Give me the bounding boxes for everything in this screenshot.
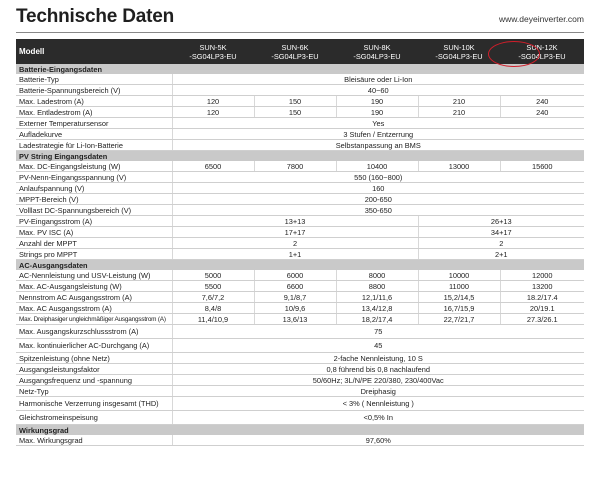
row-label: Gleichstromeinspeisung: [16, 411, 172, 425]
value-cell-span: 97,60%: [172, 435, 584, 446]
website-url[interactable]: www.deyeinverter.com: [498, 14, 584, 24]
value-cell: 15600: [500, 161, 584, 172]
table-row: [16, 314, 584, 325]
row-label: Netz-Typ: [16, 386, 172, 397]
section-title: Wirkungsgrad: [16, 425, 584, 436]
model-header-cell: SUN-8K -SG04LP3-EU: [336, 39, 418, 64]
value-cell: 5500: [172, 281, 254, 292]
value-cell-span: 200-650: [172, 194, 584, 205]
table-row: [16, 386, 584, 397]
value-cell: 7800: [254, 161, 336, 172]
value-cell: 150: [254, 96, 336, 107]
value-cell: 8800: [336, 281, 418, 292]
table-row: [16, 435, 584, 446]
row-label: Externer Temperatursensor: [16, 118, 172, 129]
value-cell: 13200: [500, 281, 584, 292]
spec-table-body: [16, 64, 584, 446]
row-label: Batterie-Spannungsbereich (V): [16, 85, 172, 96]
value-cell: 12000: [500, 270, 584, 281]
section-header-row: [16, 260, 584, 271]
value-cell: 13000: [418, 161, 500, 172]
value-cell: 190: [336, 107, 418, 118]
value-cell-span: <0,5% In: [172, 411, 584, 425]
row-label: Batterie-Typ: [16, 74, 172, 85]
table-row: [16, 303, 584, 314]
table-row: [16, 107, 584, 118]
table-row: [16, 172, 584, 183]
value-cell-group: 2: [172, 238, 418, 249]
row-label: Max. AC Ausgangsstrom (A): [16, 303, 172, 314]
value-cell: 6500: [172, 161, 254, 172]
value-cell-span: 3 Stufen / Entzerrung: [172, 129, 584, 140]
row-label: Ladestrategie für Li-Ion-Batterie: [16, 140, 172, 151]
model-header-cell: SUN-6K -SG04LP3-EU: [254, 39, 336, 64]
row-label: Ausgangsfrequenz und -spannung: [16, 375, 172, 386]
row-label: Max. Wirkungsgrad: [16, 435, 172, 446]
value-cell: 20/19.1: [500, 303, 584, 314]
value-cell-group: 26+13: [418, 216, 584, 227]
value-cell: 18,2/17,4: [336, 314, 418, 325]
row-label: Volllast DC-Spannungsbereich (V): [16, 205, 172, 216]
value-cell: 12,1/11,6: [336, 292, 418, 303]
value-cell: 10400: [336, 161, 418, 172]
row-label: Max. Dreiphasiger ungleichmäßiger Ausgangsstrom (A): [16, 314, 172, 325]
row-label: AC-Nennleistung und USV-Leistung (W): [16, 270, 172, 281]
value-cell: 10/9,6: [254, 303, 336, 314]
value-cell: 8000: [336, 270, 418, 281]
value-cell: 150: [254, 107, 336, 118]
section-header-row: [16, 151, 584, 162]
value-cell: 8,4/8: [172, 303, 254, 314]
value-cell-span: < 3% ( Nennleistung ): [172, 397, 584, 411]
row-label: Strings pro MPPT: [16, 249, 172, 260]
value-cell-span: Selbstanpassung an BMS: [172, 140, 584, 151]
value-cell-span: 2-fache Nennleistung, 10 S: [172, 353, 584, 364]
row-label: Harmonische Verzerrung insgesamt (THD): [16, 397, 172, 411]
value-cell-span: 0,8 führend bis 0,8 nachlaufend: [172, 364, 584, 375]
value-cell: 5000: [172, 270, 254, 281]
table-row: [16, 227, 584, 238]
value-cell-span: 160: [172, 183, 584, 194]
value-cell: 13,6/13: [254, 314, 336, 325]
value-cell-span: Dreiphasig: [172, 386, 584, 397]
model-column-header: Modell: [16, 39, 172, 64]
section-title: Batterie-Eingangsdaten: [16, 64, 584, 74]
value-cell: 10000: [418, 270, 500, 281]
value-cell: 240: [500, 96, 584, 107]
table-row: [16, 249, 584, 260]
value-cell: 210: [418, 96, 500, 107]
section-title: AC-Ausgangsdaten: [16, 260, 584, 271]
row-label: PV-Nenn-Eingangsspannung (V): [16, 172, 172, 183]
value-cell: 11,4/10,9: [172, 314, 254, 325]
value-cell-span: Bleisäure oder Li-Ion: [172, 74, 584, 85]
table-row: [16, 375, 584, 386]
page-title: Technische Daten: [16, 6, 174, 27]
value-cell-span: 40~60: [172, 85, 584, 96]
table-row: [16, 339, 584, 353]
row-label: PV-Eingangsstrom (A): [16, 216, 172, 227]
value-cell-span: 350-650: [172, 205, 584, 216]
value-cell: 120: [172, 96, 254, 107]
value-cell-span: 550 (160~800): [172, 172, 584, 183]
value-cell-group: 34+17: [418, 227, 584, 238]
row-label: Max. DC-Eingangsleistung (W): [16, 161, 172, 172]
row-label: Max. PV ISC (A): [16, 227, 172, 238]
spec-table: [16, 39, 584, 446]
table-row: [16, 194, 584, 205]
table-row: [16, 270, 584, 281]
value-cell: 22,7/21,7: [418, 314, 500, 325]
page-header: [16, 6, 584, 32]
value-cell: 6600: [254, 281, 336, 292]
highlight-circle: [488, 41, 540, 67]
model-header-cell-highlighted: SUN-12K -SG04LP3-EU: [500, 39, 584, 64]
section-header-row: [16, 425, 584, 436]
value-cell: 6000: [254, 270, 336, 281]
row-label: Anlaufspannung (V): [16, 183, 172, 194]
row-label: MPPT-Bereich (V): [16, 194, 172, 205]
table-row: [16, 74, 584, 85]
value-cell: 18.2/17.4: [500, 292, 584, 303]
row-label: Max. Entladestrom (A): [16, 107, 172, 118]
table-row: [16, 216, 584, 227]
table-row: [16, 129, 584, 140]
row-label: Max. AC-Ausgangsleistung (W): [16, 281, 172, 292]
value-cell: 16,7/15,9: [418, 303, 500, 314]
table-row: [16, 183, 584, 194]
value-cell: 210: [418, 107, 500, 118]
row-label: Ausgangsleistungsfaktor: [16, 364, 172, 375]
row-label: Anzahl der MPPT: [16, 238, 172, 249]
value-cell: 240: [500, 107, 584, 118]
row-label: Max. Ausgangskurzschlussstrom (A): [16, 325, 172, 339]
section-header-row: [16, 64, 584, 74]
table-row: [16, 292, 584, 303]
row-label: Nennstrom AC Ausgangsstrom (A): [16, 292, 172, 303]
row-label: Aufladekurve: [16, 129, 172, 140]
value-cell: 15,2/14,5: [418, 292, 500, 303]
value-cell: 9,1/8,7: [254, 292, 336, 303]
value-cell-span: 75: [172, 325, 584, 339]
row-label: Max. Ladestrom (A): [16, 96, 172, 107]
value-cell: 27.3/26.1: [500, 314, 584, 325]
header-divider: [16, 32, 584, 33]
table-row: [16, 161, 584, 172]
row-label: Spitzenleistung (ohne Netz): [16, 353, 172, 364]
table-row: [16, 205, 584, 216]
table-row: [16, 397, 584, 411]
table-row: [16, 96, 584, 107]
value-cell: 7,6/7,2: [172, 292, 254, 303]
table-row: [16, 411, 584, 425]
value-cell-span: 45: [172, 339, 584, 353]
value-cell-group: 17+17: [172, 227, 418, 238]
table-row: [16, 118, 584, 129]
value-cell-group: 1+1: [172, 249, 418, 260]
table-row: [16, 353, 584, 364]
value-cell: 13,4/12,8: [336, 303, 418, 314]
table-row: [16, 325, 584, 339]
row-label: Max. kontinuierlicher AC-Durchgang (A): [16, 339, 172, 353]
value-cell: 120: [172, 107, 254, 118]
table-row: [16, 85, 584, 96]
table-row: [16, 140, 584, 151]
table-row: [16, 281, 584, 292]
value-cell-group: 13+13: [172, 216, 418, 227]
table-row: [16, 238, 584, 249]
model-header-cell: SUN-10K -SG04LP3-EU: [418, 39, 500, 64]
value-cell-group: 2+1: [418, 249, 584, 260]
value-cell-span: Yes: [172, 118, 584, 129]
table-row: [16, 364, 584, 375]
model-header-cell: SUN-5K -SG04LP3-EU: [172, 39, 254, 64]
value-cell: 190: [336, 96, 418, 107]
value-cell-group: 2: [418, 238, 584, 249]
value-cell-span: 50/60Hz; 3L/N/PE 220/380, 230/400Vac: [172, 375, 584, 386]
value-cell: 11000: [418, 281, 500, 292]
section-title: PV String Eingangsdaten: [16, 151, 584, 162]
